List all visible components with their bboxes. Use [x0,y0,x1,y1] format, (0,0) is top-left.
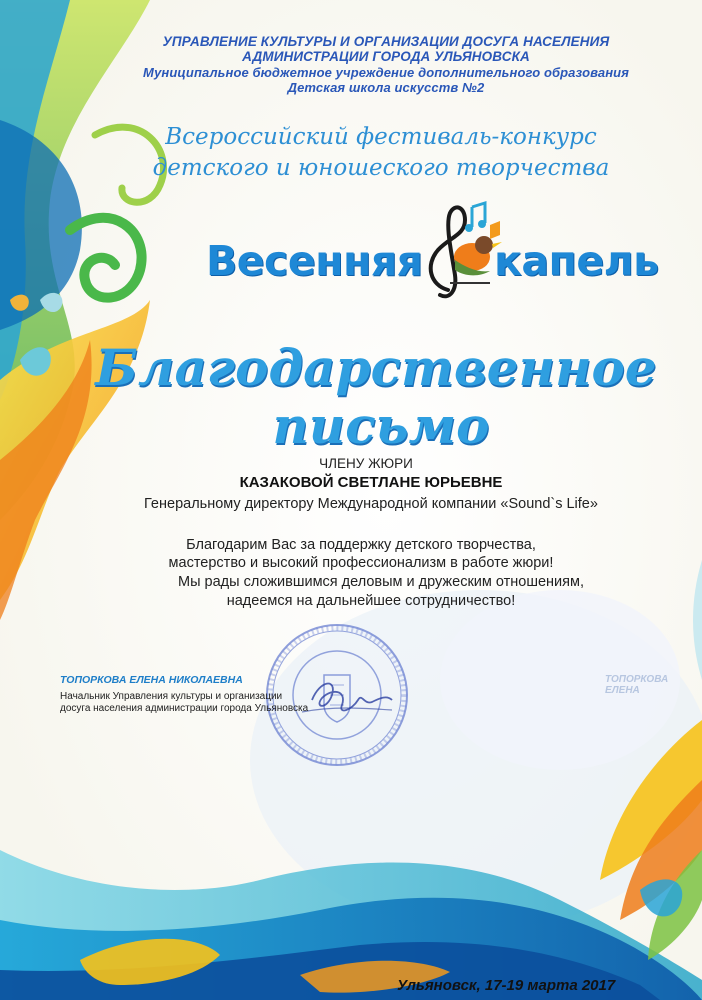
title-line-2: письмо [272,396,490,455]
header-line-1: УПРАВЛЕНИЕ КУЛЬТУРЫ И ОРГАНИЗАЦИИ ДОСУГА НАСЕЛЕНИЯ [162,34,610,49]
title-line-1: Благодарственное [95,338,657,397]
message-line-4: надеемся на дальнейшее сотрудничество! [226,593,516,609]
message-line-3: Мы рады сложившимся деловым и дружеским отношениям, [178,574,584,590]
recipient-position: Генеральному директору Международной компании «Sound`s Life» [144,496,598,512]
message-line-1: Благодарим Вас за поддержку детского творчества, [186,537,536,553]
header-line-4: Детская школа искусств №2 [287,80,485,95]
festival-line-2: детского и юношеского творчества [152,155,610,181]
signatory-name: ТОПОРКОВА ЕЛЕНА НИКОЛАЕВНА [60,674,243,686]
brand-word-1: Весенняя [206,237,423,285]
brand-word-2: капель [494,237,659,285]
header-line-2: АДМИНИСТРАЦИИ ГОРОДА УЛЬЯНОВСКА [242,49,530,64]
place-and-date: Ульяновск, 17-19 марта 2017 [397,977,616,994]
recipient-role: ЧЛЕНУ ЖЮРИ [319,456,413,471]
signatory-position-line-2: досуга населения администрации города Ульяновска [60,703,309,714]
ghost-signatory-name: ТОПОРКОВА ЕЛЕНА [605,674,669,696]
signatory-position-line-1: Начальник Управления культуры и организации [60,691,283,702]
signature-icon [292,660,402,730]
festival-line-1: Всероссийский фестиваль-конкурс [165,124,597,150]
recipient-name: КАЗАКОВОЙ СВЕТЛАНЕ ЮРЬЕВНЕ [239,474,503,491]
header-line-3: Муниципальное бюджетное учреждение дополнительного образования [143,65,629,80]
message-line-2: мастерство и высокий профессионализм в работе жюри! [168,555,554,571]
